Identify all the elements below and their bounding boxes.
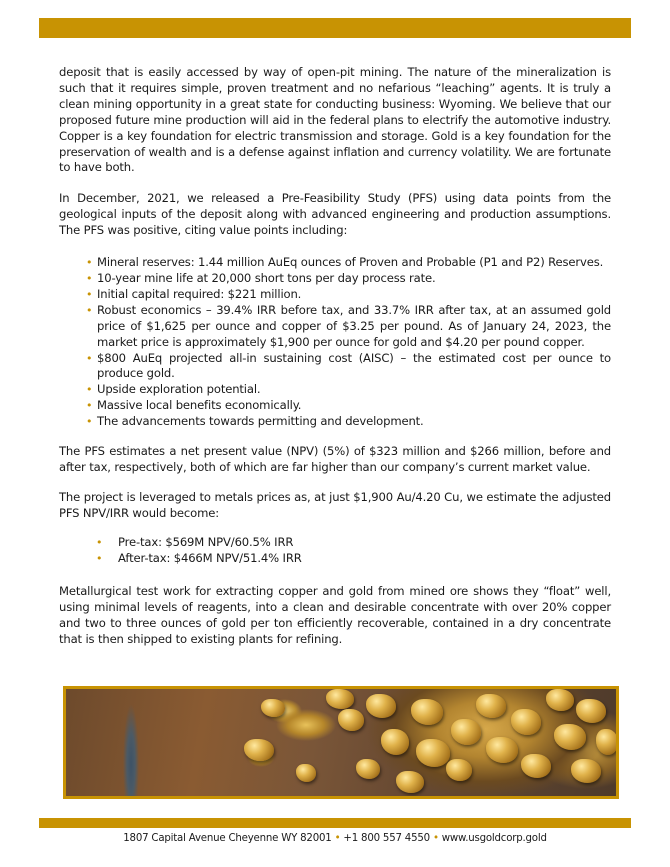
list-item <box>86 351 611 383</box>
paragraph-npv-estimate: The PFS estimates a net present value (NPV) (5%) of $323 million and $266 million, before and after tax, respectively, both of which are far higher than our company’s current market value. <box>59 444 611 474</box>
footer-address: 1807 Capital Avenue Cheyenne WY 82001 <box>123 833 332 844</box>
separator-dot-icon: • <box>334 833 341 844</box>
list-item-text: Robust economics – 39.4% IRR before tax, and 33.7% IRR after tax, at an assumed gold price of $1,625 per ounce and copper of $3.25 per pound. As of January 24, 2023, the market price is approximately $1,900 per ounce for gold and $4.20 per pound copper. <box>97 302 611 349</box>
list-item-text: Massive local benefits economically. <box>97 398 302 413</box>
footer-phone: +1 800 557 4550 <box>343 833 430 844</box>
list-item <box>86 414 611 430</box>
bullet-icon: • <box>86 271 93 285</box>
list-item <box>96 551 611 567</box>
list-item <box>86 303 611 351</box>
footer-contact <box>0 833 670 844</box>
header-accent-bar <box>39 18 631 38</box>
list-item <box>86 398 611 414</box>
list-item <box>86 255 611 271</box>
document-body <box>59 65 611 648</box>
list-item-text: After-tax: $466M NPV/51.4% IRR <box>118 550 302 565</box>
list-item-text: Initial capital required: $221 million. <box>97 286 302 301</box>
bullet-icon: • <box>86 351 93 365</box>
paragraph-deposit-intro: deposit that is easily accessed by way of open-pit mining. The nature of the mineralization is such that it requires simple, proven treatment and no nefarious “leaching” agents. It is truly a clean mining opportunity in a great state for conducting business: Wyoming. We believe that our proposed future mine production will aid in the federal plans to electrify the automotive industry. Copper is a key foundation for electric transmission and storage. Gold is a key foundation for the preservation of wealth and is a defense against inflation and currency volatility. We are fortunate to have both. <box>59 65 611 175</box>
list-item <box>86 382 611 398</box>
list-item-text: The advancements towards permitting and development. <box>97 414 424 429</box>
bullet-icon: • <box>96 551 103 565</box>
list-item <box>96 535 611 551</box>
paragraph-metallurgy: Metallurgical test work for extracting copper and gold from mined ore shows they “float” well, using minimal levels of reagents, into a clean and desirable concentrate with over 20% copper and two to three ounces of gold per ton efficiently recoverable, contained in a dry concentrate that is then shipped to existing plants for refining. <box>59 584 611 647</box>
paragraph-leverage: The project is leveraged to metals prices as, at just $1,900 Au/4.20 Cu, we estimate the adjusted PFS NPV/IRR would become: <box>59 489 611 520</box>
list-item <box>86 271 611 287</box>
paragraph-pfs-release: In December, 2021, we released a Pre-Feasibility Study (PFS) using data points from the geological inputs of the deposit along with advanced engineering and production assumptions. The PFS was positive, citing value points including: <box>59 191 611 238</box>
footer-accent-bar <box>39 818 631 828</box>
adjusted-npv-list <box>96 535 611 567</box>
separator-dot-icon: • <box>432 833 439 844</box>
footer-website-link[interactable]: www.usgoldcorp.gold <box>441 833 547 844</box>
bullet-icon: • <box>86 287 93 301</box>
list-item-text: $800 AuEq projected all-in sustaining cost (AISC) – the estimated cost per ounce to produce gold. <box>97 350 611 381</box>
list-item <box>86 287 611 303</box>
bullet-icon: • <box>86 383 93 397</box>
list-item-text: Mineral reserves: 1.44 million AuEq ounces of Proven and Probable (P1 and P2) Reserves. <box>97 255 604 270</box>
pfs-value-points-list <box>86 255 611 430</box>
bullet-icon: • <box>86 415 93 429</box>
bullet-icon: • <box>86 303 93 317</box>
list-item-text: Upside exploration potential. <box>97 382 261 397</box>
bullet-icon: • <box>86 399 93 413</box>
list-item-text: Pre-tax: $569M NPV/60.5% IRR <box>118 534 294 549</box>
gold-nuggets-photo <box>63 686 619 799</box>
bullet-icon: • <box>96 535 103 549</box>
bullet-icon: • <box>86 256 93 270</box>
list-item-text: 10-year mine life at 20,000 short tons per day process rate. <box>97 270 436 285</box>
